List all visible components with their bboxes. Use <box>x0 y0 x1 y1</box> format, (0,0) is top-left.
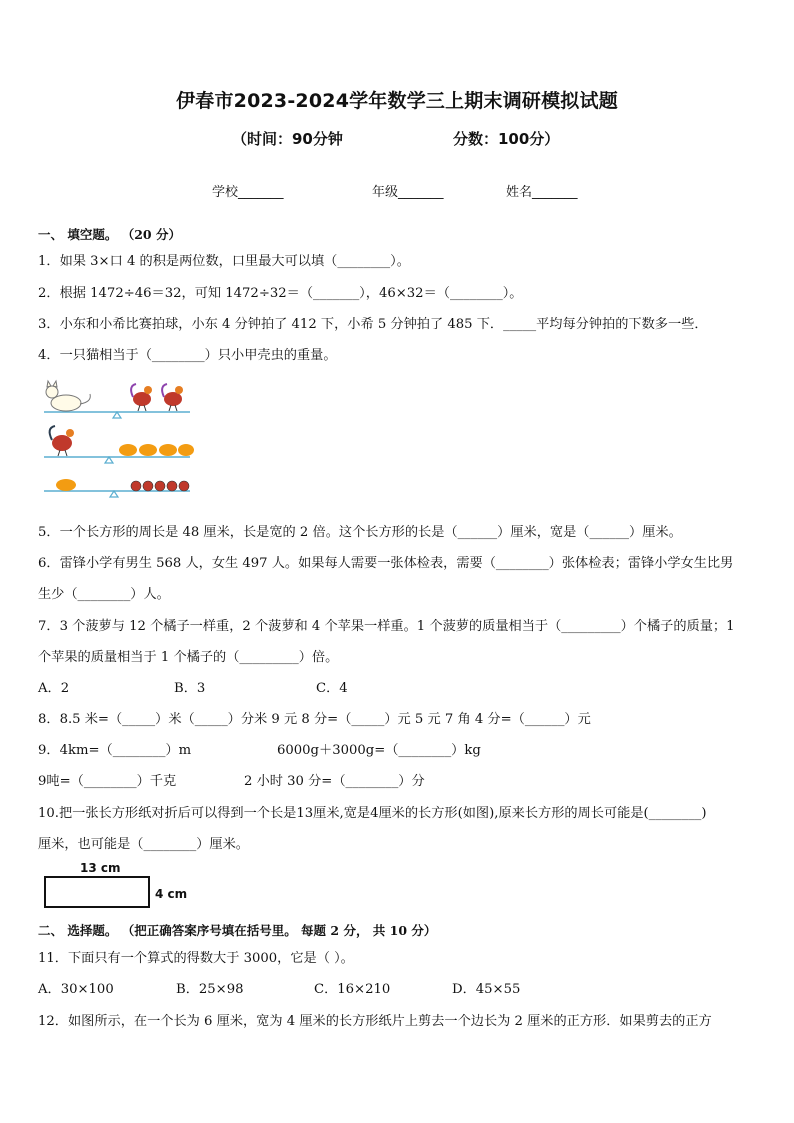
question-9-a: 9．4km=（________）m <box>38 743 192 758</box>
question-7: 7．3 个菠萝与 12 个橘子一样重，2 个菠萝和 4 个苹果一样重。1 个菠萝的质量相当于（_________）个橘子的质量；1 <box>38 619 735 634</box>
question-4: 4．一只猫相当于（________）只小甲壳虫的重量。 <box>38 348 337 363</box>
chick-icon <box>56 479 76 491</box>
exam-score: 分数：100分） <box>453 130 560 148</box>
section2-heading: 二、 选择题。 （把正确答案序号填在括号里。 每题 2 分， 共 10 分） <box>38 923 437 938</box>
beetle-icon <box>131 481 189 491</box>
question-10: 10.把一张长方形纸对折后可以得到一个长是13厘米,宽是4厘米的长方形(如图),原来长方形的周长可能是(________) <box>38 806 707 821</box>
rooster-icon <box>50 426 74 456</box>
rooster-icon <box>162 384 183 411</box>
grade-field: 年级_______ <box>372 185 444 200</box>
question-2: 2．根据 1472÷46＝32，可知 1472÷32＝（_______），46×32＝（________）。 <box>38 286 523 301</box>
cat-icon <box>46 381 90 411</box>
q11-option-b[interactable]: B．25×98 <box>176 982 244 997</box>
question-3: 3．小东和小希比赛拍球，小东 4 分钟拍了 412 下，小希 5 分钟拍了 485 下．_____平均每分钟拍的下数多一些． <box>38 317 708 332</box>
q7-option-c[interactable]: C．4 <box>316 681 348 696</box>
question-7-cont: 个苹果的质量相当于 1 个橘子的（_________）倍。 <box>38 650 339 665</box>
section1-heading: 一、 填空题。 （20 分） <box>38 227 181 242</box>
q11-option-a[interactable]: A．30×100 <box>38 982 114 997</box>
name-field: 姓名_______ <box>506 185 578 200</box>
balance-illustration <box>40 378 200 500</box>
question-10-cont: 厘米，也可能是（________）厘米。 <box>38 837 249 852</box>
q11-option-c[interactable]: C．16×210 <box>314 982 391 997</box>
question-12: 12．如图所示，在一个长为 6 厘米，宽为 4 厘米的长方形纸片上剪去一个边长为 2 厘米的正方形．如果剪去的正方 <box>38 1014 712 1029</box>
rooster-icon <box>131 384 152 411</box>
question-6: 6．雷锋小学有男生 568 人，女生 497 人。如果每人需要一张体检表，需要（________）张体检表；雷锋小学女生比男 <box>38 556 734 571</box>
question-9-c: 9吨=（________）千克 <box>38 774 177 789</box>
question-8: 8．8.5 米=（_____）米（_____）分米 9 元 8 分=（_____）元 5 元 7 角 4 分=（______）元 <box>38 712 591 727</box>
figure-length-label: 13 cm <box>80 861 121 875</box>
q7-option-b[interactable]: B．3 <box>174 681 206 696</box>
page-title: 伊春市2023-2024学年数学三上期末调研模拟试题 <box>176 90 618 112</box>
q11-option-d[interactable]: D．45×55 <box>452 982 521 997</box>
exam-time: （时间：90分钟 <box>232 130 343 148</box>
figure-width-label: 4 cm <box>155 887 188 901</box>
question-6-cont: 生少（________）人。 <box>38 587 170 602</box>
question-11: 11．下面只有一个算式的得数大于 3000，它是（ ）。 <box>38 951 354 966</box>
question-1: 1．如果 3×口 4 的积是两位数，口里最大可以填（________）。 <box>38 254 410 269</box>
rectangle-figure <box>44 876 150 908</box>
q7-option-a[interactable]: A．2 <box>38 681 70 696</box>
question-5: 5．一个长方形的周长是 48 厘米，长是宽的 2 倍。这个长方形的长是（______）厘米，宽是（______）厘米。 <box>38 525 682 540</box>
chick-icon <box>119 444 194 456</box>
school-field: 学校_______ <box>212 185 284 200</box>
question-9-b: 6000g＋3000g=（________）kg <box>277 743 481 758</box>
question-9-d: 2 小时 30 分=（________）分 <box>244 774 425 789</box>
